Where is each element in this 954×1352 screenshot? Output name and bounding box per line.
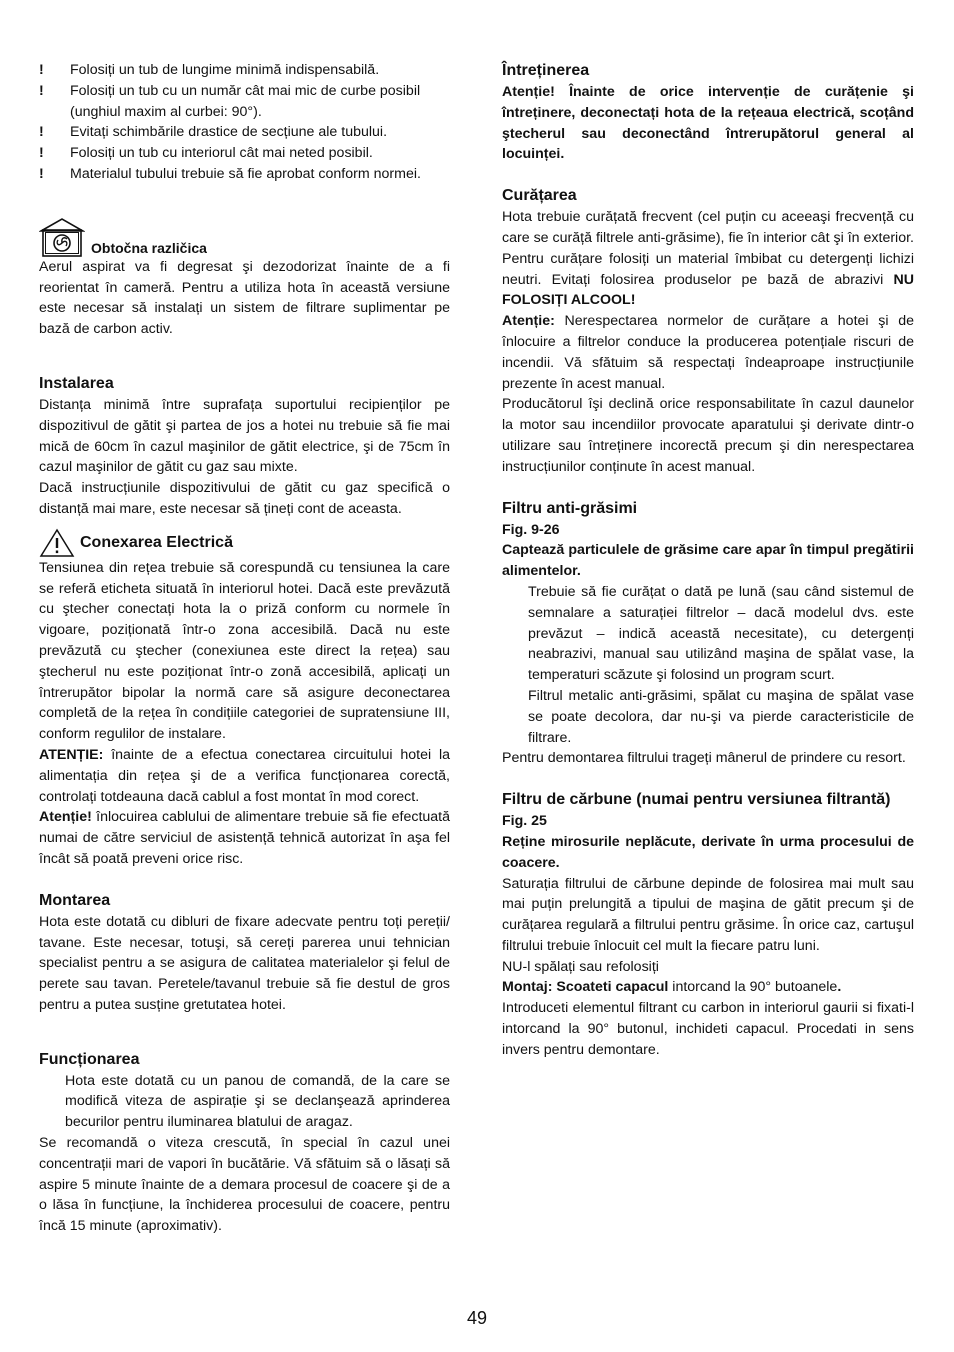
grease-filter-paragraph: Pentru demontarea filtrului trageți mânerul de prindere cu resort. bbox=[502, 750, 906, 767]
bullet-item bbox=[39, 81, 450, 123]
bullet-item bbox=[39, 143, 450, 164]
exclamation-mark: ! bbox=[39, 165, 44, 182]
exclamation-mark: ! bbox=[39, 124, 44, 141]
electric-heading bbox=[39, 528, 450, 558]
carbon-filter-heading: Filtru de cărbune (numai pentru versiunea filtrantă) bbox=[502, 791, 891, 809]
no-alcohol-warning: NU FOLOSIȚI ALCOOL! bbox=[502, 271, 914, 309]
installation-paragraph: Dacă instrucțiunile dispozitivului de gătit cu gaz specifică o distanță mai mare, este necesar să țineți cont de aceasta. bbox=[39, 480, 450, 517]
carbon-filter-paragraph: NU-l spălați sau refolosiți bbox=[502, 958, 659, 975]
figure-reference: Fig. 9-26 bbox=[502, 521, 560, 538]
bullet-text: Folosiți un tub de lungime minimă indispensabilă. bbox=[70, 62, 380, 78]
left-column bbox=[39, 60, 450, 1237]
cleaning-text: Hota trebuie curățată frecvent (cel puțin cu aceeaşi frecvență cu care se curăță filtrele anti-grăsime), fie în interior cât şi în exterior. Pentru curățare folosiți un material îmbibat cu detergenți lichizi neutri. Evitați folosirea produselor pe bază de abrazivi bbox=[502, 209, 914, 288]
cleaning-paragraph: Producătorul îşi declină orice responsabilitate în cazul daunelor la motor sau incendiilor provocate aparatului şi derivate dintr-o utilizare sau întreținere incorectă precum şi din nerespectarea instrucțiunilor conținute în acest manual. bbox=[502, 396, 914, 475]
bullet-item bbox=[39, 164, 450, 185]
warning-triangle-icon bbox=[39, 528, 75, 558]
attention-label: Atenție! bbox=[39, 809, 92, 826]
cleaning-paragraph bbox=[502, 207, 914, 311]
attention-label: ATENȚIE: bbox=[39, 746, 104, 763]
recirculation-text: Aerul aspirat va fi degresat şi dezodorizat înainte de a fi reorientat în cameră. Pentru a utiliza hota în această versiune este necesar să instalați un sistem de filtrare suplimentar pe bază de carbon activ. bbox=[39, 258, 450, 338]
attention-text: înlocuirea cablului de alimentare trebuie să fie efectuată numai de către serviciul de asistență tehnică autorizat în aşa fel încât să poată preveni orice risc. bbox=[39, 809, 450, 867]
operation-heading: Funcționarea bbox=[39, 1050, 140, 1068]
carbon-filter-mount bbox=[502, 977, 914, 998]
cleaning-heading: Curățarea bbox=[502, 187, 577, 205]
grease-filter-heading: Filtru anti-grăsimi bbox=[502, 499, 638, 517]
recirculation-fan-icon bbox=[39, 217, 85, 257]
mount-label: Montaj: Scoateti capacul bbox=[502, 979, 669, 996]
grease-filter-summary: Captează particulele de grăsime care apar în timpul pregătirii alimentelor. bbox=[502, 542, 914, 580]
bullet-text: Folosiți un tub cu un număr cât mai mic de curbe posibil (unghiul maxim al curbei: 90°). bbox=[70, 82, 421, 120]
operation-paragraph: Se recomandă o viteza crescută, în special în cazul unei concentrații mari de vapori în bucătărie. Vă sfătuim să o lăsați să aspire 5 minute înainte de a demara procesul de coacere şi de a o lăsa în funcțiune, la închiderea procesului de coacere, pentru încă 15 minute (aproximativ). bbox=[39, 1135, 450, 1235]
carbon-filter-paragraph: Saturația filtrului de cărbune depinde de folosirea mai mult sau mai puțin prelungită a tipului de maşina de gătit precum şi de curățarea regulară a filtrului pentru grăsime. În orice caz, cartuşul filtrului trebuie înlocuit cel mult la fiecare patru luni. bbox=[502, 875, 914, 954]
attention-text: înainte de a efectua conectarea circuitului hotei la alimentația din rețea şi de a verifica funcționarea corectă, controlați totdeauna dacă cablul a fost montat în mod corect. bbox=[39, 746, 450, 805]
mounting-text: Hota este dotată cu dibluri de fixare adecvate pentru toți pereții/ tavane. Este necesar, totuşi, să cereți parerea unui tehnician specialist pentru a se asigura de calitatea materialelor şi felul de perete sau tavan. Peretele/tavanul trebuie să fie destul de gros pentru a putea susține gretutatea hotei. bbox=[39, 913, 450, 1013]
bullet-text: Materialul tubului trebuie să fie aprobat conform normei. bbox=[70, 165, 421, 182]
mount-text: intorcand la 90° butoanele bbox=[668, 979, 838, 996]
exclamation-mark: ! bbox=[39, 62, 44, 78]
bullet-item bbox=[39, 60, 450, 81]
grease-filter-paragraph: Trebuie să fie curățat o dată pe lună (sau când sistemul de semnalare a saturației filtrelor – dacă modelul dvs. este prevăzut – indică această necesitate), cu detergenți neabrazivi, manual sau utilizând maşina de spălat vase, la temperaturi scăzute şi folosind un program scurt. bbox=[528, 583, 914, 684]
electric-attention-paragraph bbox=[39, 745, 450, 807]
bullet-text: Folosiți un tub cu interiorul cât mai neted posibil. bbox=[70, 145, 373, 162]
recirculation-heading bbox=[39, 217, 450, 257]
electric-paragraph: Tensiunea din rețea trebuie să corespundă cu tensiunea la care se referă eticheta situată în interiorul hotei. Dacă este prevăzută cu ştecher conectați hota la o priză conform cu normele în vigoare, poziționată într-o zona accesibilă. Dacă nu este prevăzută cu ştecher (conexiunea este direct la rețea) sau ştecherul nu este poziționat într-o zonă accesibilă, aplicați un întrerupător bipolar la normă care să asigure deconectarea completă de la rețea în condițiile categoriei de supratensiune III, conform regulilor de instalare. bbox=[39, 559, 450, 743]
operation-paragraph: Hota este dotată cu un panou de comandă, de la care se modifică viteza de aspirație şi se declanşează aprinderea becurilor pentru iluminarea blatului de aragaz. bbox=[65, 1072, 450, 1131]
right-column bbox=[502, 60, 914, 1061]
bullet-text: Evitați schimbările drastice de secțiune ale tubului. bbox=[70, 124, 388, 141]
maintenance-heading: Întreținerea bbox=[502, 62, 590, 79]
installation-paragraph: Distanța minimă între suprafața suportului recipienților pe dispozitivul de gătit şi partea de jos a hotei nu trebuie să fie mai mică de 60cm în cazul maşinilor de gătit electrice, şi de 75cm în cazul maşinilor de gătit cu gaz sau mixte. bbox=[39, 396, 450, 476]
exclamation-mark: ! bbox=[39, 82, 44, 99]
maintenance-warning: Atenție! Înainte de orice intervenție de curățenie şi întreținere, deconectați hota de la rețeaua electrică, scoțând ştecherul sau deconectând întrerupătorul general al locuinței. bbox=[502, 84, 914, 163]
mounting-heading: Montarea bbox=[39, 891, 111, 909]
attention-text: Nerespectarea normelor de curățare a hotei şi de înlocuire a filtrelor conduce la producerea potențiale riscuri de incendii. Vă sfătuim să respectați îndeaproape instrucțiunile prezente în acest manual. bbox=[502, 313, 914, 392]
attention-label: Atenție: bbox=[502, 313, 555, 330]
recirculation-title: Obtočna različica bbox=[91, 239, 207, 256]
electric-title: Conexarea Electrică bbox=[80, 533, 233, 551]
grease-filter-paragraph: Filtrul metalic anti-grăsimi, spălat cu maşina de spălat vase se poate decolora, dar nu-şi va pierde caracteristicile de filtrare. bbox=[528, 687, 914, 746]
carbon-filter-paragraph: Introduceti elementul filtrant cu carbon in interiorul gaurii si fixati-l intorcand la 90° butonul, inchideti capacul. Procedati in sens invers pentru demontare. bbox=[502, 1000, 914, 1058]
bullet-item bbox=[39, 122, 450, 143]
page-number: 49 bbox=[466, 1308, 488, 1328]
electric-attention-paragraph bbox=[39, 807, 450, 869]
mount-period: . bbox=[837, 979, 842, 996]
installation-heading: Instalarea bbox=[39, 374, 114, 392]
cleaning-attention-paragraph bbox=[502, 311, 914, 394]
carbon-filter-summary: Reține mirosurile neplăcute, derivate în urma procesului de coacere. bbox=[502, 833, 914, 871]
exclamation-mark: ! bbox=[39, 145, 44, 162]
figure-reference: Fig. 25 bbox=[502, 813, 547, 830]
